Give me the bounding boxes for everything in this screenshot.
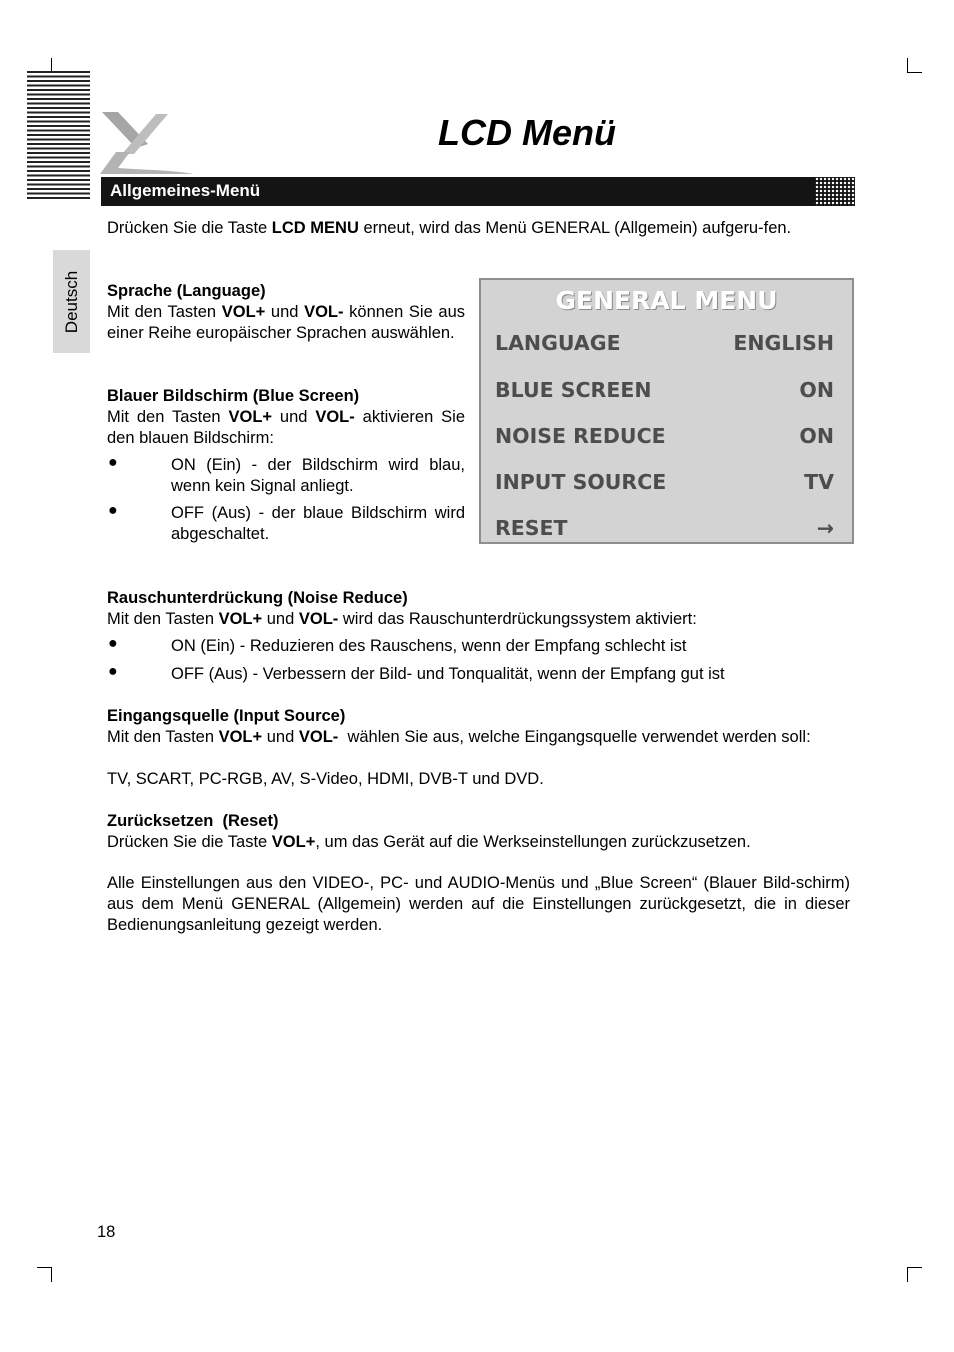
blue-screen-heading: Blauer Bildschirm (Blue Screen) <box>107 387 360 405</box>
header-stripes <box>27 71 90 199</box>
noise-reduce-bullet-on: ON (Ein) - Reduzieren des Rauschens, wenn der Empfang schlecht ist <box>171 637 687 655</box>
lcd-row-value: ON <box>799 424 834 448</box>
lcd-row-label: NOISE REDUCE <box>495 424 666 448</box>
blue-screen-text: Mit den Tasten VOL+ und VOL- aktivieren Sie den blauen Bildschirm: <box>107 408 465 447</box>
language-text: Mit den Tasten VOL+ und VOL- können Sie aus einer Reihe europäischer Sprachen auswählen. <box>107 303 465 342</box>
bullet-dot: ● <box>108 635 118 652</box>
brand-x-logo <box>96 108 196 176</box>
bullet-dot: ● <box>108 454 118 471</box>
blue-screen-bullet-off: OFF (Aus) - der blaue Bildschirm wird abgeschaltet. <box>171 504 465 543</box>
section-title: Allgemeines-Menü <box>110 181 261 200</box>
reset-text: Drücken Sie die Taste VOL+, um das Gerät auf die Werkseinstellungen zurückzusetzen. <box>107 833 751 851</box>
input-source-text: Mit den Tasten VOL+ und VOL- wählen Sie aus, welche Eingangsquelle verwendet werden soll: <box>107 728 811 746</box>
lcd-row-label: RESET <box>495 516 568 540</box>
page-number: 18 <box>97 1223 116 1241</box>
lcd-row-value: ON <box>799 378 834 402</box>
lcd-row-reset <box>495 516 834 540</box>
page-title: LCD Menü <box>438 112 616 153</box>
lcd-row-value: TV <box>804 470 834 494</box>
lcd-row-label: INPUT SOURCE <box>495 470 667 494</box>
input-source-list: TV, SCART, PC-RGB, AV, S-Video, HDMI, DVB-T und DVD. <box>107 770 544 788</box>
noise-reduce-text: Mit den Tasten VOL+ und VOL- wird das Rauschunterdrückungssystem aktiviert: <box>107 610 697 628</box>
lcd-row-input-source <box>495 470 834 494</box>
input-source-heading: Eingangsquelle (Input Source) <box>107 707 346 725</box>
language-heading: Sprache (Language) <box>107 282 266 300</box>
blue-screen-bullet-on: ON (Ein) - der Bildschirm wird blau, wenn kein Signal anliegt. <box>171 456 465 495</box>
crop-mark-top-right <box>907 58 922 73</box>
reset-note: Alle Einstellungen aus den VIDEO-, PC- und AUDIO-Menüs und „Blue Screen“ (Blauer Bild-schirm) aus dem Menü GENERAL (Allgemein) werden auf die Einstellungen zurückgesetzt, die in dieser Bedienungsanleitung gezeigt werden. <box>107 874 850 934</box>
crop-mark-bottom-right <box>907 1267 922 1282</box>
reset-heading: Zurücksetzen (Reset) <box>107 812 279 830</box>
arrow-right-icon: → <box>816 516 834 540</box>
lcd-row-blue-screen <box>495 378 834 402</box>
lcd-menu-title: GENERAL MENU <box>555 286 778 315</box>
lcd-row-value: ENGLISH <box>733 331 834 355</box>
intro-paragraph: Drücken Sie die Taste LCD MENU erneut, wird das Menü GENERAL (Allgemein) aufgeru-fen. <box>107 219 792 237</box>
dot-pattern <box>815 177 855 206</box>
bullet-dot: ● <box>108 663 118 680</box>
noise-reduce-heading: Rauschunterdrückung (Noise Reduce) <box>107 589 408 607</box>
section-header-bar <box>101 177 855 206</box>
lcd-row-language <box>495 331 834 355</box>
bullet-dot: ● <box>108 502 118 519</box>
language-side-tab <box>53 250 90 353</box>
lcd-row-label: LANGUAGE <box>495 331 621 355</box>
lcd-row-label: BLUE SCREEN <box>495 378 652 402</box>
crop-mark-bottom-left <box>37 1267 52 1282</box>
language-tab-label: Deutsch <box>61 270 81 333</box>
lcd-row-noise-reduce <box>495 424 834 448</box>
noise-reduce-bullet-off: OFF (Aus) - Verbessern der Bild- und Tonqualität, wenn der Empfang gut ist <box>171 665 725 683</box>
general-menu-screenshot <box>479 278 854 544</box>
